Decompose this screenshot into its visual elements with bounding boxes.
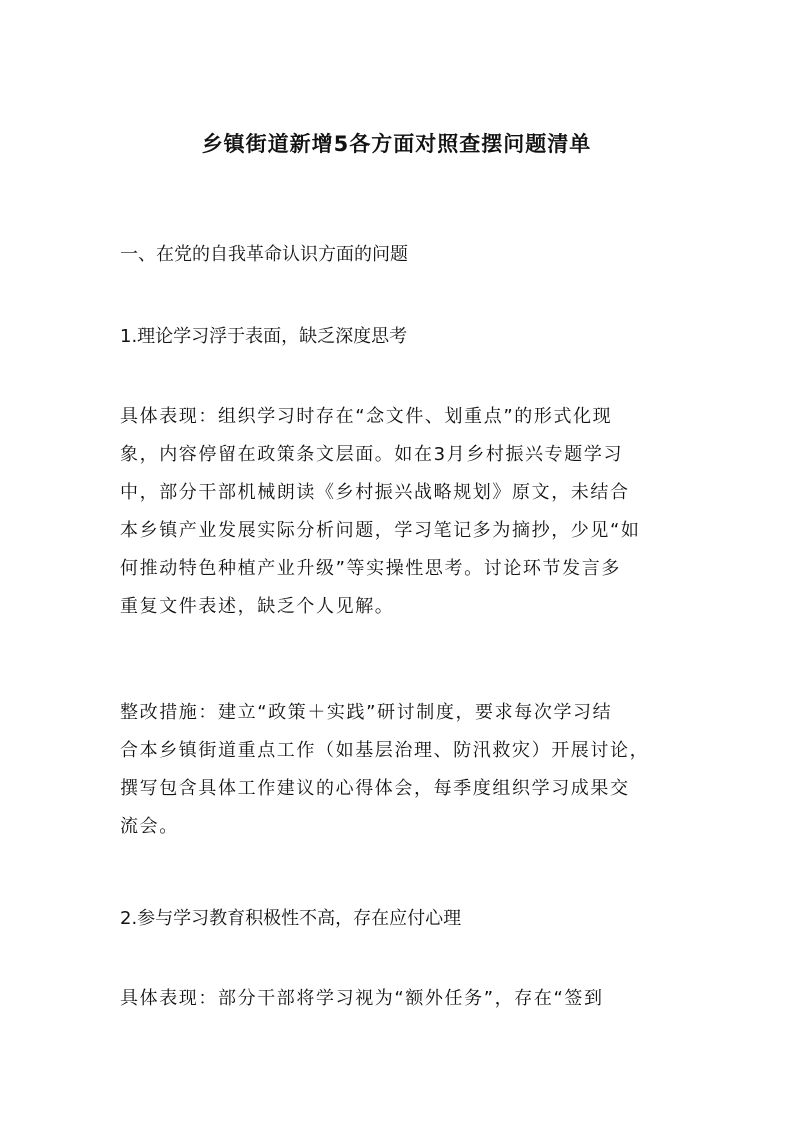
paragraph-line: 象，内容停留在政策条文层面。如在3月乡村振兴专题学习 bbox=[120, 444, 624, 465]
paragraph-line: 中，部分干部机械朗读《乡村振兴战略规划》原文，未结合 bbox=[120, 482, 630, 503]
paragraph-line: 具体表现：部分干部将学习视为“额外任务”，存在“签到 bbox=[120, 988, 604, 1009]
document-title: 乡镇街道新增5各方面对照查摆问题清单 bbox=[201, 132, 592, 156]
section-heading-1: 一、在党的自我革命认识方面的问题 bbox=[120, 244, 408, 265]
item2-performance-paragraph bbox=[120, 980, 680, 1018]
paragraph-line: 本乡镇产业发展实际分析问题，学习笔记多为摘抄，少见“如 bbox=[120, 520, 641, 541]
item-heading-2: 2.参与学习教育积极性不高，存在应付心理 bbox=[120, 908, 462, 929]
paragraph-line: 流会。 bbox=[120, 816, 179, 837]
item-heading-1: 1.理论学习浮于表面，缺乏深度思考 bbox=[120, 326, 408, 347]
paragraph-line: 重复文件表述，缺乏个人见解。 bbox=[120, 596, 395, 617]
item1-rectification-paragraph bbox=[120, 694, 680, 846]
paragraph-line: 合本乡镇街道重点工作（如基层治理、防汛救灾）开展讨论， bbox=[120, 740, 650, 761]
paragraph-line: 何推动特色种植产业升级”等实操性思考。讨论环节发言多 bbox=[120, 558, 621, 579]
paragraph-line: 整改措施：建立“政策＋实践”研讨制度，要求每次学习结 bbox=[120, 702, 613, 723]
paragraph-line: 撰写包含具体工作建议的心得体会，每季度组织学习成果交 bbox=[120, 778, 630, 799]
paragraph-line: 具体表现：组织学习时存在“念文件、划重点”的形式化现 bbox=[120, 406, 613, 427]
item1-performance-paragraph bbox=[120, 398, 680, 626]
